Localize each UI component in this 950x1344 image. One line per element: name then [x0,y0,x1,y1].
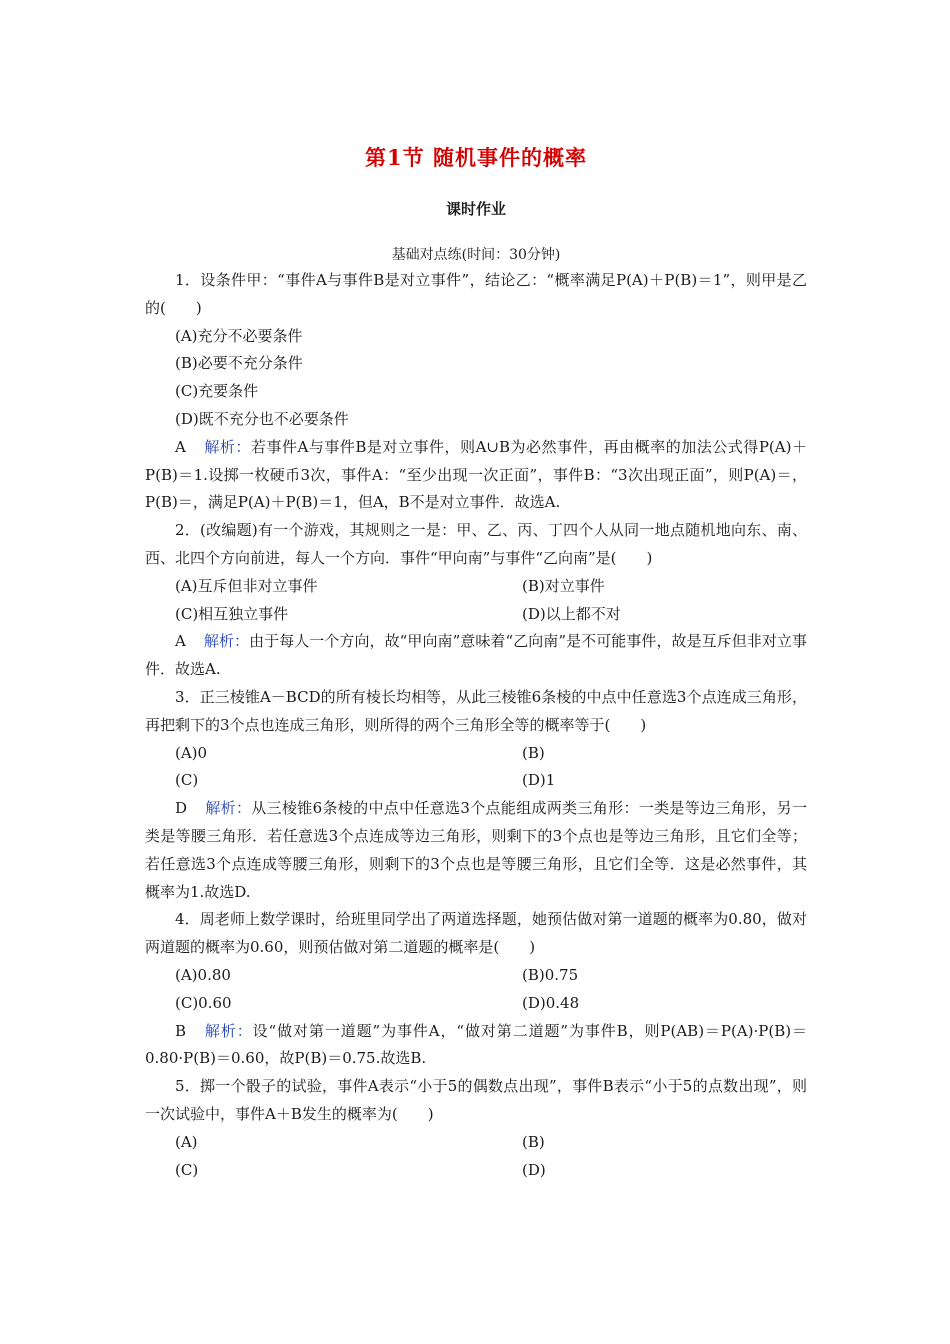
question-1-option-d: (D)既不充分也不必要条件 [175,409,349,428]
question-5-options-row-1 [145,1129,807,1157]
question-1-solution [145,434,807,517]
question-2-option-c: (C)相互独立事件 [175,604,289,623]
question-2-option-a: (A)互斥但非对立事件 [175,576,318,595]
question-1-option-c: (C)充要条件 [175,382,259,401]
analysis-label: 解析： [205,799,252,818]
question-1-analysis: 若事件A与事件B是对立事件，则A∪B为必然事件，再由概率的加法公式得P(A)＋P(B)＝1.设掷一枚硬币3次，事件A：“至少出现一次正面”，事件B：“3次出现正面”，则P(A)＝，P(B)＝，满足P(A)＋P(B)＝1，但A，B不是对立事件．故选A. [145,437,807,512]
question-2-options-row-2 [145,601,807,629]
question-3-stem: 3．正三棱锥A－BCD的所有棱长均相等，从此三棱锥6条棱的中点中任意选3个点连成三角形，再把剩下的3个点也连成三角形，则所得的两个三角形全等的概率等于( ) [145,687,807,734]
section-heading: 基础对点练(时间：30分钟) [391,247,561,263]
question-4-solution [145,1018,807,1074]
question-3-option-d: (D)1 [522,771,556,790]
question-3-solution [145,795,807,906]
question-3-analysis: 从三棱锥6条棱的中点中任意选3个点能组成两类三角形：一类是等边三角形，另一类是等腰三角形．若任意选3个点连成等边三角形，则剩下的3个点也是等边三角形，且它们全等；若任意选3个点连成等腰三角形，则剩下的3个点也是等腰三角形，且它们全等．这是必然事件，其概率为1.故选D. [145,799,807,901]
question-3-option-c: (C) [175,771,199,790]
question-3-option-a: (A)0 [175,743,208,762]
question-2-stem: 2．(改编题)有一个游戏，其规则之一是：甲、乙、丙、丁四个人从同一地点随机地向东、南、西、北四个方向前进，每人一个方向．事件“甲向南”与事件“乙向南”是( ) [145,521,807,567]
question-2-analysis: 由于每人一个方向，故“甲向南”意味着“乙向南”是不可能事件，故是互斥但非对立事件．故选A. [145,632,807,679]
question-2-solution [145,628,807,684]
question-4-option-d: (D)0.48 [522,993,580,1012]
question-4-option-a: (A)0.80 [175,965,231,984]
analysis-label: 解析： [204,1021,253,1040]
question-5-options-row-2 [145,1157,807,1185]
question-2-option-b: (B)对立事件 [522,576,605,595]
question-4-option-c: (C)0.60 [175,993,232,1012]
question-2-option-d: (D)以上都不对 [522,604,621,623]
question-4-stem: 4．周老师上数学课时，给班里同学出了两道选择题，她预估做对第一道题的概率为0.80，做对两道题的概率为0.60，则预估做对第二道题的概率是( ) [145,910,807,957]
question-4-answer: B [175,1021,187,1040]
analysis-label: 解析： [203,632,250,651]
question-4-options-row-2 [145,990,807,1018]
analysis-label: 解析： [203,437,251,456]
question-list [145,267,807,1184]
question-4-analysis: 设“做对第一道题”为事件A，“做对第二道题”为事件B，则P(AB)＝P(A)·P(B)＝0.80·P(B)＝0.60，故P(B)＝0.75.故选B. [145,1021,807,1068]
question-5-option-b: (B) [522,1132,545,1151]
page-title: 第1节 随机事件的概率 [365,145,587,170]
question-3-options-row-2 [145,767,807,795]
question-4-option-b: (B)0.75 [522,965,579,984]
question-5-stem: 5．掷一个骰子的试验，事件A表示“小于5的偶数点出现”，事件B表示“小于5的点数出现”，则一次试验中，事件A＋B发生的概率为( ) [145,1077,807,1123]
question-1-answer: A [175,437,186,456]
question-1-option-b: (B)必要不充分条件 [175,354,303,373]
question-1-stem: 1．设条件甲：“事件A与事件B是对立事件”，结论乙：“概率满足P(A)＋P(B)＝1”，则甲是乙的( ) [145,271,807,317]
question-3-answer: D [175,799,188,818]
page-subtitle: 课时作业 [445,200,506,218]
question-5-option-d: (D) [522,1160,546,1179]
question-5-option-c: (C) [175,1160,199,1179]
question-2-options-row-1 [145,573,807,601]
document-page [145,0,807,1344]
question-3-options-row-1 [145,740,807,768]
question-2-answer: A [175,632,186,651]
question-3-option-b: (B) [522,743,545,762]
question-1-option-a: (A)充分不必要条件 [175,326,303,345]
question-5-option-a: (A) [175,1132,198,1151]
question-4-options-row-1 [145,962,807,990]
